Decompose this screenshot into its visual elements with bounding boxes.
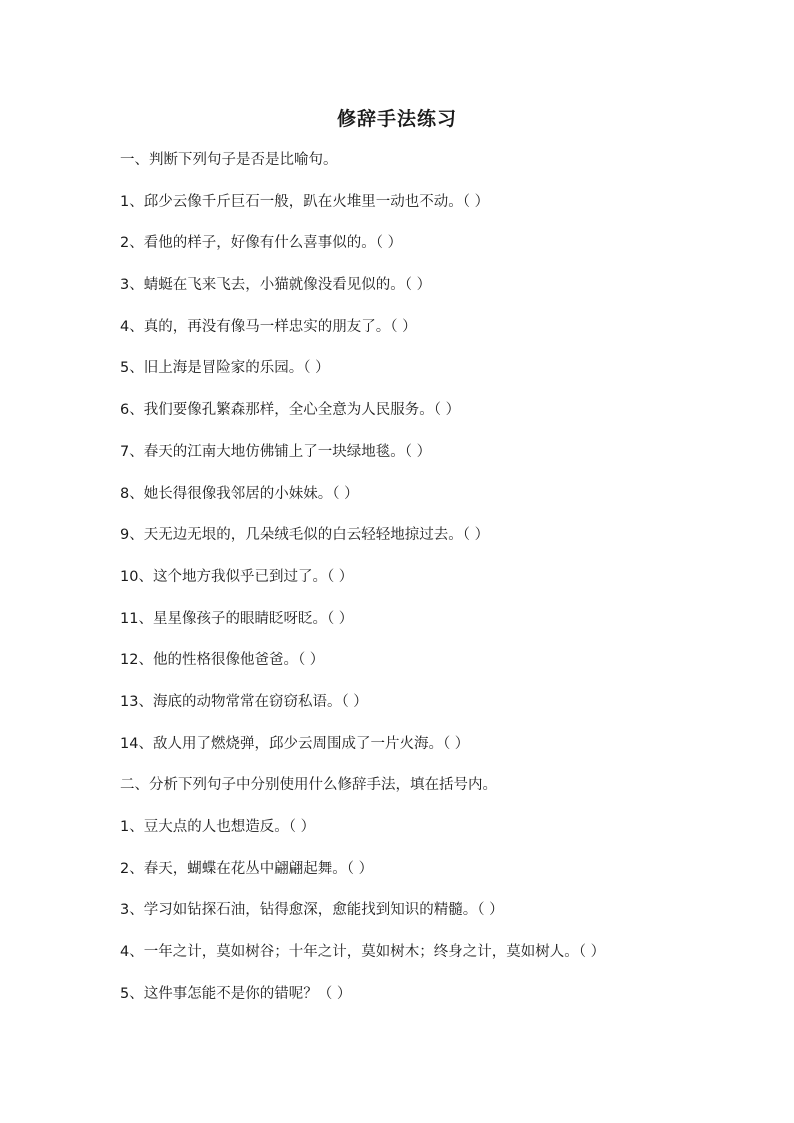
question-item: 1、豆大点的人也想造反。（ ） [120,819,316,835]
question-item: 9、天无边无垠的，几朵绒毛似的白云轻轻地掠过去。（ ） [120,527,490,544]
section-heading-1: 一、判断下列句子是否是比喻句。 [120,152,338,168]
question-item: 6、我们要像孔繁森那样，全心全意为人民服务。（ ） [120,402,461,419]
question-item: 7、春天的江南大地仿佛铺上了一块绿地毯。（ ） [120,443,432,460]
question-item: 5、这件事怎能不是你的错呢？（ ） [120,985,352,1002]
exercise-list [120,149,760,1024]
question-item: 10、这个地方我似乎已到过了。（ ） [120,568,354,585]
question-item: 3、蜻蜓在飞来飞去，小猫就像没看见似的。（ ） [120,277,432,294]
question-item: 2、看他的样子，好像有什么喜事似的。（ ） [120,235,403,252]
question-item: 4、真的，再没有像马一样忠实的朋友了。（ ） [120,318,417,335]
question-item: 2、春天，蝴蝶在花丛中翩翩起舞。（ ） [120,860,374,877]
question-item: 13、海底的动物常常在窃窃私语。（ ） [120,693,368,710]
section-heading-2: 二、分析下列句子中分别使用什么修辞手法，填在括号内。 [120,777,497,794]
page-title: 修辞手法练习 [336,108,457,130]
question-item: 1、邱少云像千斤巨石一般，趴在火堆里一动也不动。（ ） [120,193,490,210]
question-item: 12、他的性格很像他爸爸。（ ） [120,652,325,669]
question-item: 11、星星像孩子的眼睛眨呀眨。（ ） [120,610,354,627]
question-item: 14、敌人用了燃烧弹，邱少云周围成了一片火海。（ ） [120,735,470,752]
question-item: 5、旧上海是冒险家的乐园。（ ） [120,360,330,377]
question-item: 3、学习如钻探石油，钻得愈深，愈能找到知识的精髓。（ ） [120,902,504,919]
question-item: 4、一年之计，莫如树谷；十年之计，莫如树木；终身之计，莫如树人。（ ） [120,944,606,961]
question-item: 8、她长得很像我邻居的小妹妹。（ ） [120,485,359,502]
